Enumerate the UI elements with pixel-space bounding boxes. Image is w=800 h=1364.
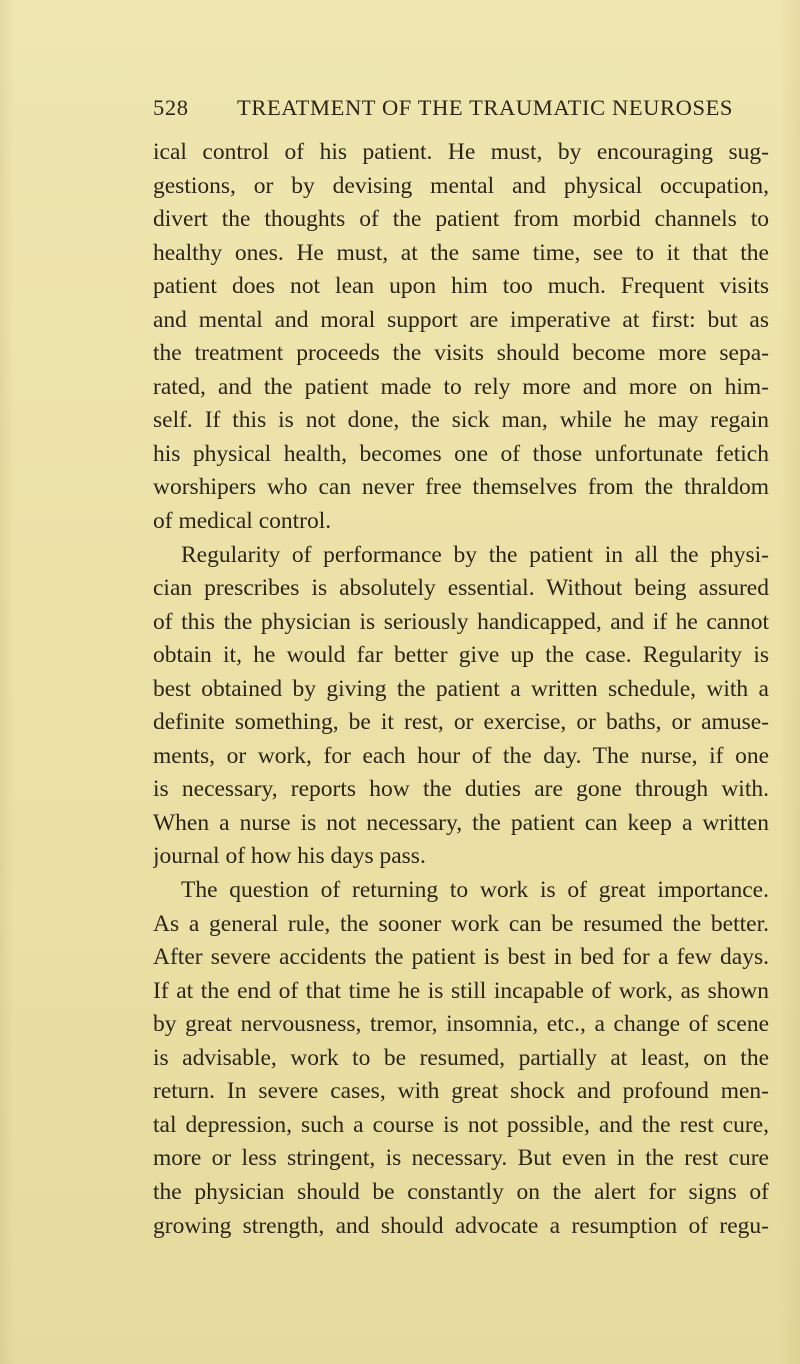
- text-line: tal depression, such a course is not possible, and the rest cure,: [153, 1111, 769, 1138]
- text-line: ments, or work, for each hour of the day. The nurse, if one: [153, 742, 769, 769]
- text-line: After severe accidents the patient is best in bed for a few days.: [153, 944, 769, 971]
- text-line: self. If this is not done, the sick man, while he may regain: [153, 407, 769, 434]
- paragraph-start-line: The question of returning to work is of great importance.: [181, 877, 769, 904]
- text-line: patient does not lean upon him too much. Frequent visits: [153, 273, 769, 300]
- text-line: return. In severe cases, with great shock and profound men-: [153, 1078, 769, 1105]
- text-line: When a nurse is not necessary, the patient can keep a written: [153, 809, 769, 836]
- text-line: gestions, or by devising mental and physical occupation,: [153, 172, 769, 199]
- body-text: [153, 136, 769, 1243]
- text-line: If at the end of that time he is still incapable of work, as shown: [153, 977, 769, 1004]
- paragraph-end-line: journal of how his days pass.: [153, 843, 426, 870]
- text-line: ical control of his patient. He must, by encouraging sug-: [153, 139, 769, 165]
- text-line: definite something, be it rest, or exercise, or baths, or amuse-: [153, 709, 769, 736]
- text-line: cian prescribes is absolutely essential. Without being assured: [153, 575, 769, 602]
- text-line: and mental and moral support are imperative at first: but as: [153, 306, 769, 333]
- text-line: by great nervousness, tremor, insomnia, etc., a change of scene: [153, 1011, 769, 1038]
- text-line: is advisable, work to be resumed, partially at least, on the: [153, 1044, 769, 1071]
- text-line: obtain it, he would far better give up the case. Regularity is: [153, 642, 769, 669]
- text-line: healthy ones. He must, at the same time, see to it that the: [153, 239, 769, 266]
- text-line: As a general rule, the sooner work can be resumed the better.: [153, 910, 769, 937]
- paragraph-start-line: Regularity of performance by the patient in all the physi-: [181, 541, 769, 568]
- text-line: his physical health, becomes one of those unfortunate fetich: [153, 440, 769, 467]
- text-line: of this the physician is seriously handicapped, and if he cannot: [153, 608, 769, 635]
- page-number: 528: [153, 95, 189, 120]
- text-line: divert the thoughts of the patient from morbid channels to: [153, 206, 769, 233]
- text-line: the physician should be constantly on the alert for signs of: [153, 1178, 769, 1205]
- text-line: growing strength, and should advocate a resumption of regu-: [153, 1212, 769, 1239]
- text-line: worshipers who can never free themselves from the thraldom: [153, 474, 769, 501]
- text-line: best obtained by giving the patient a written schedule, with a: [153, 675, 769, 702]
- text-line: rated, and the patient made to rely more and more on him-: [153, 373, 769, 400]
- text-line: the treatment proceeds the visits should become more sepa-: [153, 340, 769, 367]
- paragraph-end-line: of medical control.: [153, 508, 332, 535]
- text-line: is necessary, reports how the duties are gone through with.: [153, 776, 769, 803]
- running-header: [153, 92, 753, 124]
- running-title: TREATMENT OF THE TRAUMATIC NEUROSES: [237, 95, 734, 120]
- text-line: more or less stringent, is necessary. But even in the rest cure: [153, 1145, 769, 1172]
